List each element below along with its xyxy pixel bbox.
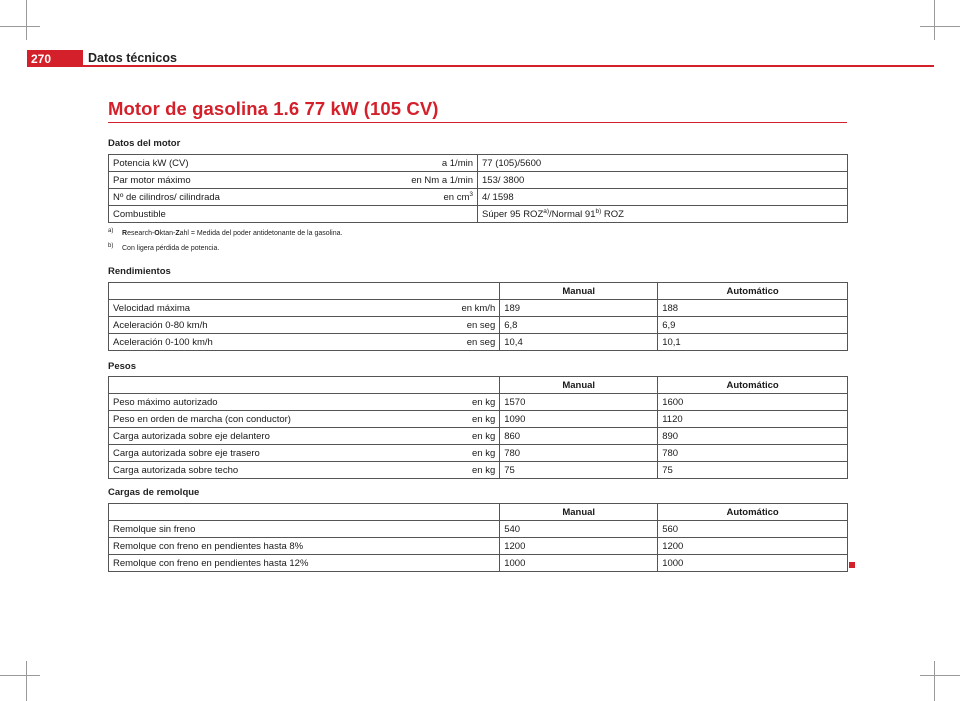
rendimientos-heading: Rendimientos bbox=[108, 266, 171, 277]
section-title: Datos técnicos bbox=[88, 51, 177, 65]
crop-mark bbox=[26, 0, 27, 40]
table-row: Peso máximo autorizado en kg 1570 1600 bbox=[109, 394, 848, 411]
motor-heading: Datos del motor bbox=[108, 138, 181, 149]
table-row: Remolque con freno en pendientes hasta 12% 1000 1000 bbox=[109, 555, 848, 572]
col-auto: Automático bbox=[658, 283, 848, 300]
footnote-a: a) Research-Oktan-Zahl = Medida del poder antidetonante de la gasolina. bbox=[108, 228, 343, 237]
table-row: Velocidad máxima en km/h 189 188 bbox=[109, 300, 848, 317]
table-row bbox=[109, 172, 848, 189]
row-unit: en $cm^3$ bbox=[443, 190, 473, 203]
remolque-heading: Cargas de remolque bbox=[108, 487, 200, 498]
end-of-section-icon bbox=[849, 562, 855, 568]
crop-mark bbox=[0, 26, 40, 27]
row-value: 77 (105)/5600 bbox=[478, 155, 848, 172]
row-label: Nº de cilindros/ cilindrada bbox=[113, 191, 220, 203]
row-label: Potencia kW (CV) bbox=[113, 157, 189, 169]
crop-mark bbox=[934, 0, 935, 40]
rendimientos-table bbox=[108, 282, 848, 351]
table-header-row bbox=[109, 283, 848, 300]
footnote-b: b) Con ligera pérdida de potencia. bbox=[108, 243, 220, 252]
table-row: Peso en orden de marcha (con conductor) en kg 1090 1120 bbox=[109, 411, 848, 428]
table-row bbox=[109, 155, 848, 172]
table-row: Remolque con freno en pendientes hasta 8% 1200 1200 bbox=[109, 538, 848, 555]
row-value: 153/ 3800 bbox=[478, 172, 848, 189]
table-header-row bbox=[109, 504, 848, 521]
table-row: Carga autorizada sobre techo en kg 75 75 bbox=[109, 462, 848, 479]
page-title: Motor de gasolina 1.6 77 kW (105 CV) bbox=[108, 98, 439, 119]
title-rule bbox=[108, 122, 847, 123]
row-label: Par motor máximo bbox=[113, 174, 191, 186]
crop-mark bbox=[0, 675, 40, 676]
pesos-table bbox=[108, 376, 848, 479]
col-auto: Automático bbox=[658, 377, 848, 394]
header-rule bbox=[27, 65, 934, 67]
page-number: 270 bbox=[31, 52, 52, 66]
table-row: Remolque sin freno 540 560 bbox=[109, 521, 848, 538]
row-unit: en Nm a 1/min bbox=[411, 174, 473, 186]
crop-mark bbox=[26, 661, 27, 701]
table-row: Aceleración 0-100 km/h en seg 10,4 10,1 bbox=[109, 334, 848, 351]
table-row bbox=[109, 206, 848, 223]
crop-mark bbox=[920, 26, 960, 27]
col-manual: Manual bbox=[500, 283, 658, 300]
motor-table bbox=[108, 154, 848, 223]
table-row: Aceleración 0-80 km/h en seg 6,8 6,9 bbox=[109, 317, 848, 334]
col-auto: Automático bbox=[658, 504, 848, 521]
col-manual: Manual bbox=[500, 377, 658, 394]
crop-mark bbox=[920, 675, 960, 676]
table-header-row bbox=[109, 377, 848, 394]
row-label: Combustible bbox=[113, 208, 166, 220]
row-value: 4/ 1598 bbox=[478, 189, 848, 206]
remolque-table bbox=[108, 503, 848, 572]
table-row bbox=[109, 189, 848, 206]
crop-mark bbox=[934, 661, 935, 701]
pesos-heading: Pesos bbox=[108, 361, 136, 372]
row-unit: a 1/min bbox=[441, 157, 473, 169]
col-manual: Manual bbox=[500, 504, 658, 521]
row-value: Súper 95 ROZ$^{a)}$/Normal 91$^{b)}$ ROZ bbox=[478, 206, 848, 223]
table-row: Carga autorizada sobre eje delantero en kg 860 890 bbox=[109, 428, 848, 445]
table-row: Carga autorizada sobre eje trasero en kg 780 780 bbox=[109, 445, 848, 462]
